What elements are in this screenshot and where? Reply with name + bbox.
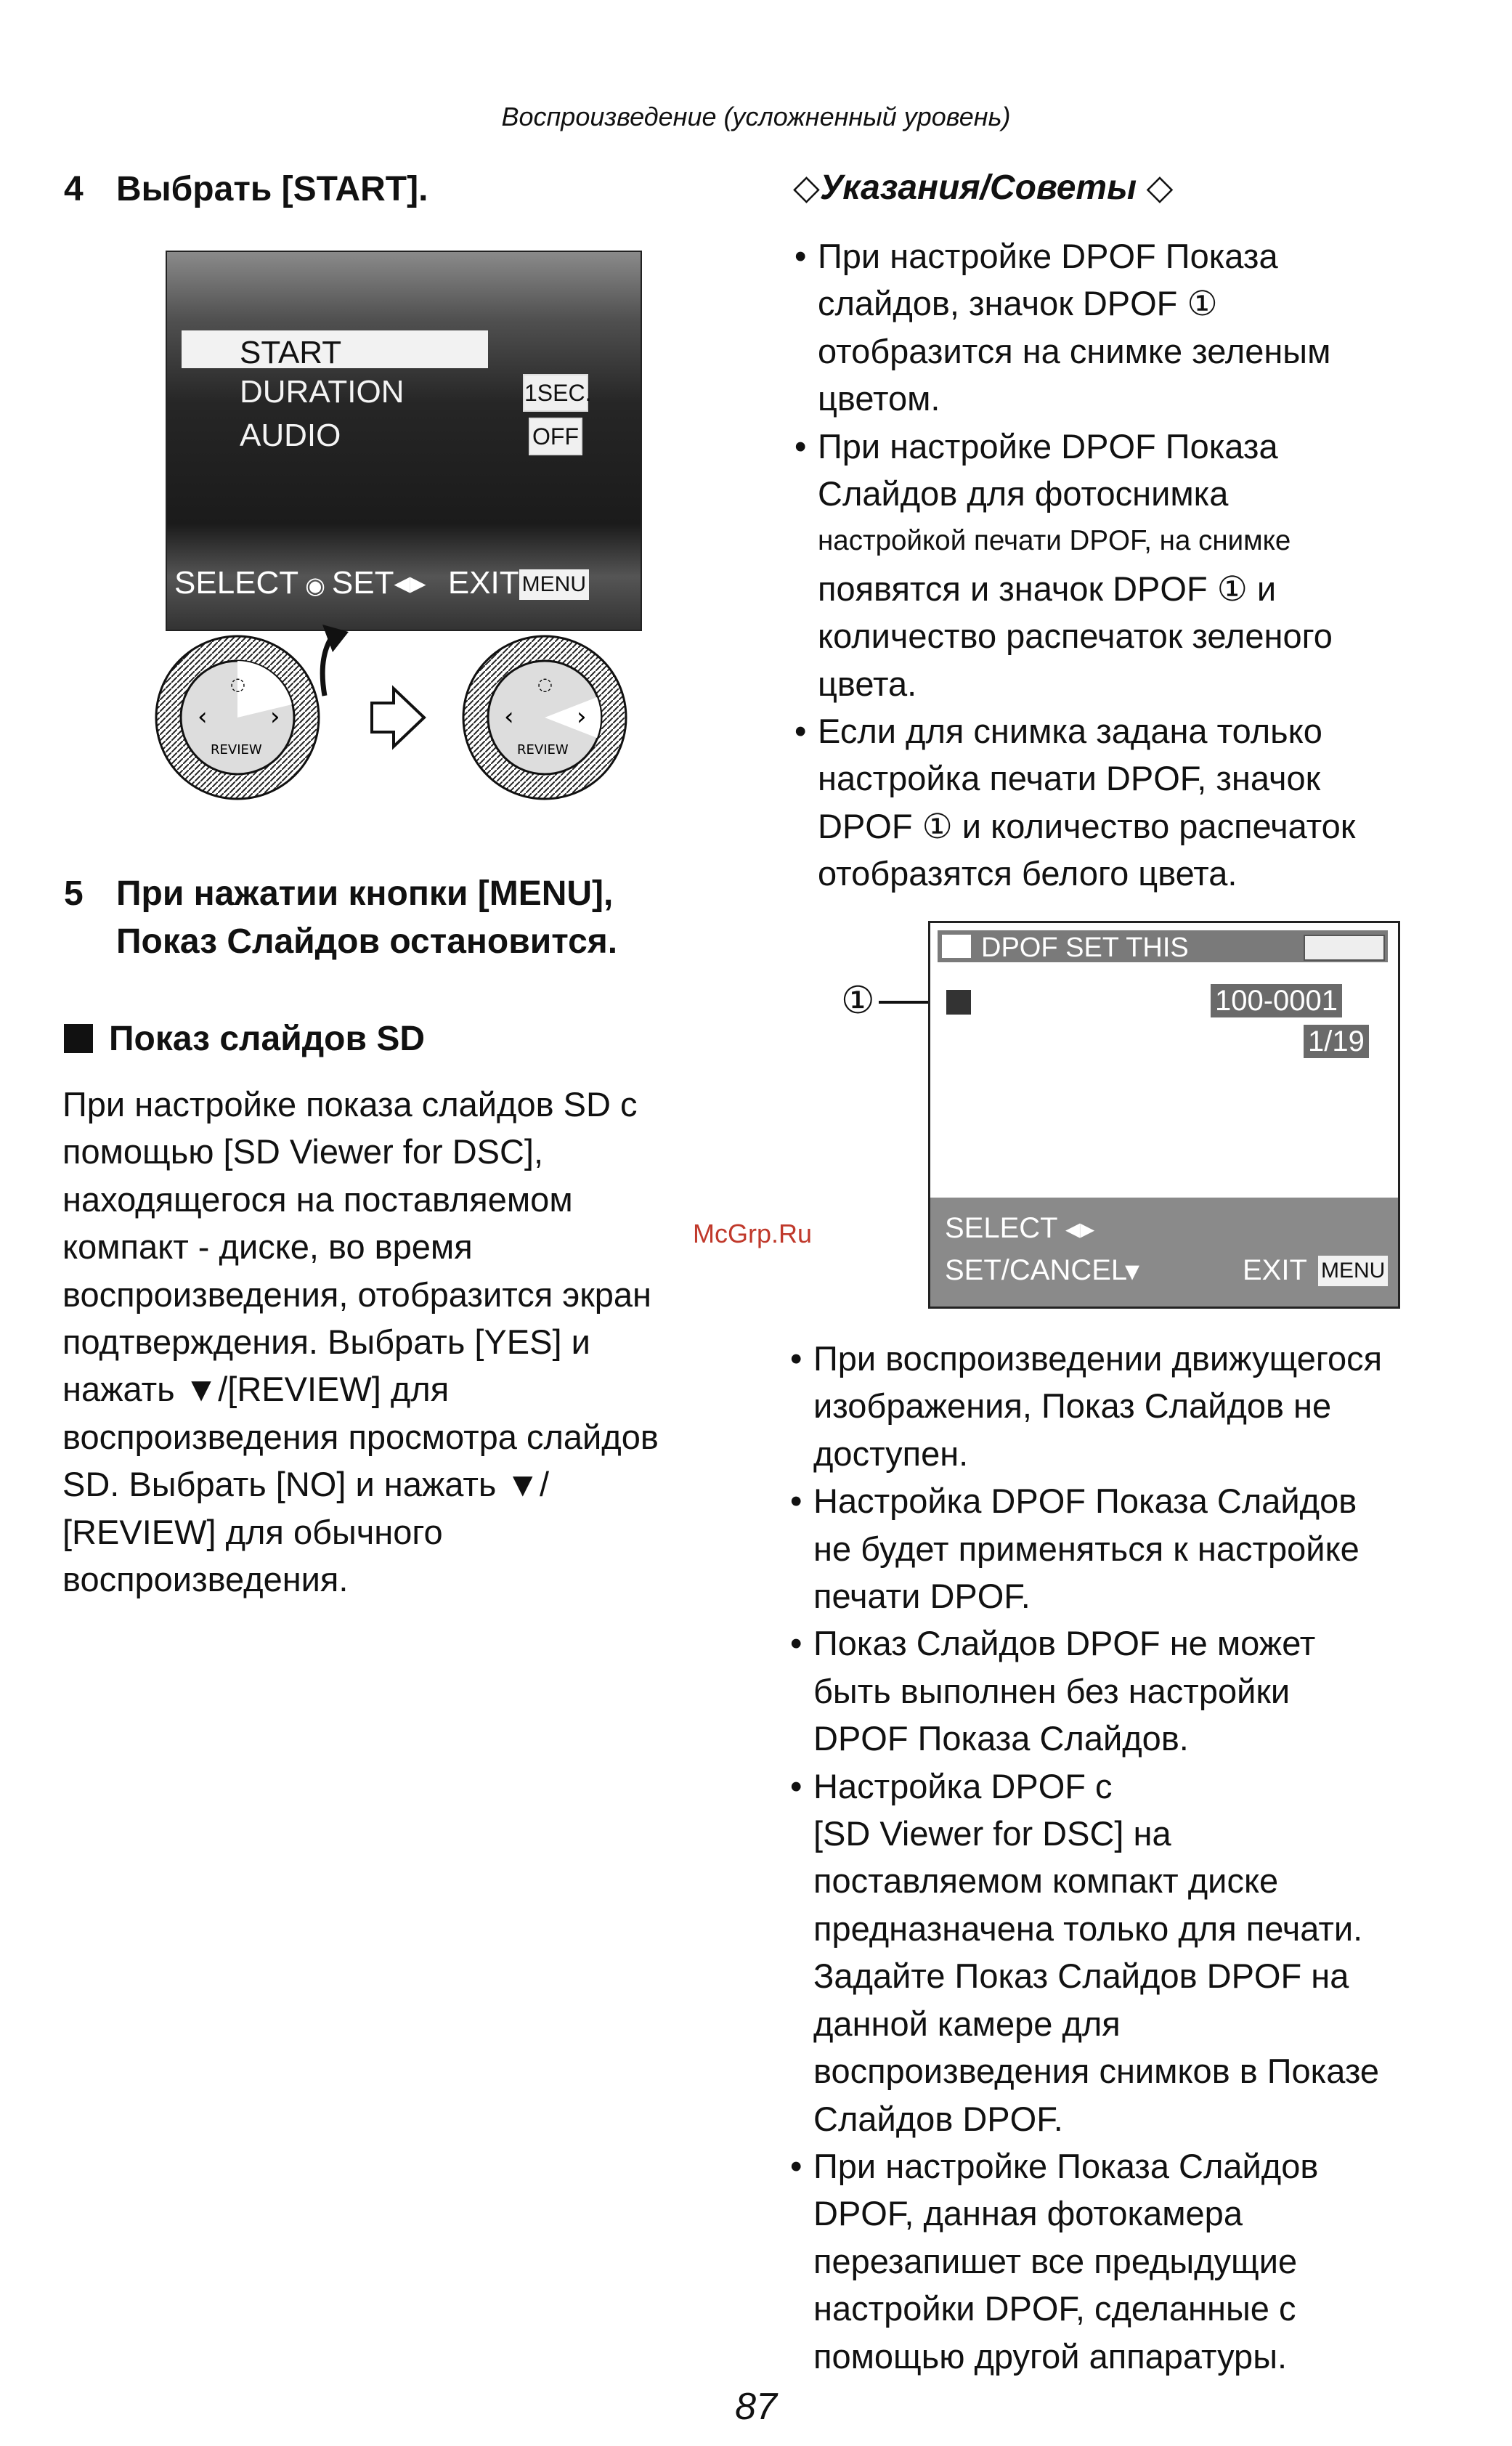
select-dial-icon: ◉: [298, 572, 332, 598]
paragraph-line: [REVIEW] для обычного: [62, 1512, 443, 1551]
svg-text:›: ›: [270, 702, 280, 731]
screen-nav-bar: [174, 564, 589, 601]
select-label: SELECT: [174, 565, 299, 601]
camera-menu-screen: [166, 251, 642, 631]
note-line: помощью другой аппаратуры.: [813, 2336, 1288, 2376]
tip-line: цвета.: [818, 664, 917, 703]
note-item: [790, 2142, 1480, 2380]
tip-line: отобразятся белого цвета.: [818, 854, 1237, 893]
tip-line: настройкой печати DPOF, на снимке: [818, 525, 1291, 557]
dial-left-icon: [156, 636, 319, 799]
duration-value: 1SEC.: [523, 374, 588, 412]
menu-badge: MENU: [1318, 1256, 1388, 1286]
exit-label: EXIT: [447, 565, 519, 601]
svg-text:REVIEW: REVIEW: [211, 742, 262, 757]
down-arrow-icon: ▾: [1125, 1255, 1140, 1287]
tip-item: [794, 423, 1477, 707]
paragraph-line: находящегося на поставляемом: [62, 1179, 573, 1219]
tip-line: отобразится на снимке зеленым: [818, 331, 1331, 370]
select-label: SELECT: [945, 1212, 1058, 1244]
step-5: [64, 870, 617, 966]
note-line: настройки DPOF, сделанные с: [813, 2289, 1296, 2328]
menu-item-duration: DURATION: [240, 374, 405, 410]
note-line: не будет применяться к настройке: [813, 1529, 1359, 1568]
paragraph-line: компакт - диске, во время: [62, 1227, 473, 1267]
note-line: • Настройка DPOF Показа Слайдов: [813, 1482, 1357, 1521]
tip-line: • При настройке DPOF Показа: [818, 237, 1278, 275]
dpof-icon: [946, 990, 971, 1015]
tips-title: Указания/Советы: [819, 168, 1137, 207]
paragraph-line: помощью [SD Viewer for DSC],: [62, 1132, 544, 1171]
dpof-setting-screen: [928, 921, 1400, 1309]
step-5-number: 5: [64, 874, 84, 913]
note-line: [SD Viewer for DSC] на: [813, 1814, 1171, 1853]
tip-line: цветом.: [818, 379, 940, 418]
note-line: Слайдов DPOF.: [813, 2099, 1063, 2138]
dpof-title: DPOF SET THIS: [981, 933, 1189, 963]
left-right-icon: ◂▸: [394, 565, 426, 601]
note-line: быть выполнен без настройки: [813, 1671, 1291, 1710]
left-right-icon: ◂▸: [1065, 1213, 1095, 1245]
file-number: 100-0001: [1211, 984, 1342, 1017]
note-line: поставляемом компакт диске: [813, 1861, 1279, 1901]
step-4: [64, 166, 428, 214]
note-line: перезапишет все предыдущие: [813, 2241, 1298, 2280]
svg-text:‹: ‹: [504, 702, 514, 731]
note-line: Задайте Показ Слайдов DPOF на: [813, 1957, 1349, 1996]
step-4-number: 4: [64, 170, 84, 208]
tips-list: [794, 232, 1477, 898]
dpof-nav-bar: [930, 1198, 1398, 1307]
audio-value: OFF: [529, 418, 582, 455]
note-item: [790, 1335, 1480, 1477]
paragraph-line: SD. Выбрать [NO] и нажать ▼/: [62, 1465, 550, 1504]
svg-text:REVIEW: REVIEW: [517, 742, 569, 757]
paragraph-line: воспроизведения просмотра слайдов: [62, 1417, 659, 1456]
section-square-icon: [64, 1024, 93, 1053]
paragraph-line: При настройке показа слайдов SD с: [62, 1085, 638, 1124]
tip-line: Слайдов для фотоснимка: [818, 474, 1229, 513]
menu-item-audio: AUDIO: [240, 418, 341, 453]
callout-number-1: ①: [841, 980, 875, 1022]
tip-line: появятся и значок DPOF ① и: [818, 569, 1277, 608]
set-label: SET: [331, 565, 394, 601]
step-4-text: Выбрать [START].: [116, 170, 428, 208]
svg-text:◌: ◌: [537, 674, 553, 694]
arrow-right-icon: [372, 688, 424, 747]
note-line: • Настройка DPOF с: [813, 1766, 1113, 1805]
note-line: • При воспроизведении движущегося: [813, 1339, 1383, 1378]
image-count: 1/19: [1304, 1025, 1369, 1058]
tip-item: [794, 707, 1477, 898]
note-line: предназначена только для печати.: [813, 1909, 1363, 1948]
watermark: McGrp.Ru: [693, 1219, 813, 1248]
tip-line: • При настройке DPOF Показа: [818, 426, 1278, 466]
note-line: • Показ Слайдов DPOF не может: [813, 1624, 1316, 1663]
tip-line: количество распечаток зеленого: [818, 617, 1333, 656]
paragraph-line: подтверждения. Выбрать [YES] и: [62, 1322, 590, 1362]
note-item: [790, 1477, 1480, 1620]
tip-item: [794, 232, 1477, 423]
page-header: Воспроизведение (усложненный уровень): [501, 102, 1011, 131]
section-heading: [64, 1015, 425, 1063]
svg-text:◌: ◌: [230, 674, 245, 694]
svg-text:›: ›: [577, 702, 587, 731]
note-line: доступен.: [813, 1434, 969, 1473]
dpof-title-bar: [938, 930, 1388, 962]
dial-right-icon: [463, 636, 626, 799]
paragraph-line: нажать ▼/[REVIEW] для: [62, 1370, 450, 1409]
dial-illustration: [154, 625, 633, 806]
paragraph-line: воспроизведения, отобразится экран: [62, 1275, 652, 1314]
note-line: печати DPOF.: [813, 1577, 1031, 1616]
menu-item-start: START: [240, 335, 342, 370]
step-5-line2: Показ Слайдов остановится.: [116, 922, 618, 961]
diamond-icon: ◇: [793, 168, 820, 207]
menu-item-start-highlight: [182, 330, 488, 368]
step-5-line1: При нажатии кнопки [MENU],: [116, 874, 614, 913]
tip-line: DPOF ① и количество распечаток: [818, 806, 1356, 845]
svg-text:‹: ‹: [198, 702, 208, 731]
note-line: изображения, Показ Слайдов не: [813, 1386, 1332, 1426]
diamond-icon: ◇: [1146, 168, 1174, 207]
set-cancel-label: SET/CANCEL: [945, 1254, 1128, 1286]
note-line: DPOF Показа Слайдов.: [813, 1719, 1189, 1758]
tip-line: слайдов, значок DPOF ①: [818, 284, 1218, 323]
note-item: [790, 1620, 1480, 1762]
note-line: • При настройке Показа Слайдов: [813, 2146, 1319, 2185]
section-title: Показ слайдов SD: [109, 1020, 426, 1058]
note-line: данной камере для: [813, 2004, 1121, 2043]
tip-line: • Если для снимка задана только: [818, 712, 1322, 751]
notes-list: [790, 1335, 1480, 2380]
tip-line: настройка печати DPOF, значок: [818, 759, 1321, 798]
note-line: воспроизведения снимков в Показе: [813, 2052, 1380, 2091]
menu-badge: MENU: [519, 569, 589, 600]
page-number: 87: [735, 2386, 777, 2428]
tips-heading: [793, 167, 1173, 208]
note-item: [790, 1763, 1480, 2142]
note-line: DPOF, данная фотокамера: [813, 2194, 1243, 2233]
exit-label: EXIT: [1243, 1254, 1307, 1286]
card-icon: [1304, 935, 1385, 961]
sd-slideshow-paragraph: [62, 1081, 659, 1603]
playback-icon: [942, 935, 971, 958]
paragraph-line: воспроизведения.: [62, 1560, 349, 1599]
